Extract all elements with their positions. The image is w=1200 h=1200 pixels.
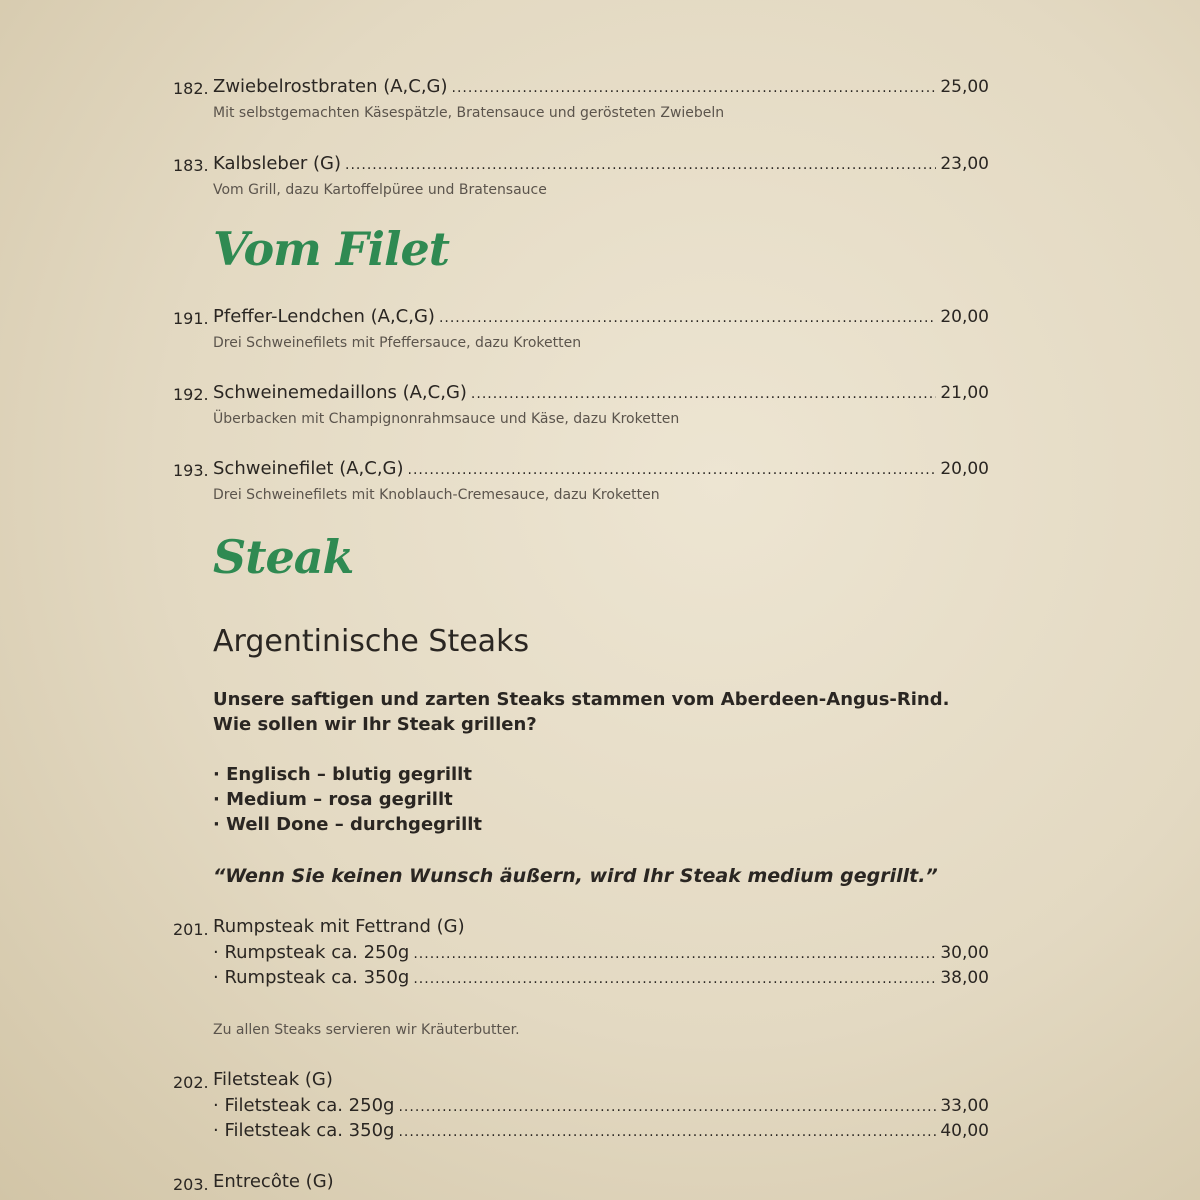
variant-price: 30,00: [940, 943, 989, 963]
item-number: 182.: [173, 79, 209, 98]
variant-price: 33,00: [940, 1096, 989, 1116]
dot-leader: [439, 310, 936, 326]
menu-item-line: [213, 458, 989, 484]
intro-line-2: Wie sollen wir Ihr Steak grillen?: [213, 714, 537, 735]
subheading-argentinische-steaks: Argentinische Steaks: [213, 624, 530, 659]
item-number: 192.: [173, 385, 209, 404]
item-name: Zwiebelrostbraten (A,C,G): [213, 76, 448, 97]
item-name: Schweinefilet (A,C,G): [213, 458, 404, 479]
dot-leader: [398, 1124, 936, 1140]
item-name: Entrecôte (G): [213, 1171, 334, 1192]
item-number: 201.: [173, 920, 209, 939]
dot-leader: [471, 386, 936, 402]
item-price: 21,00: [940, 383, 989, 403]
menu-item-line: [213, 967, 989, 993]
variant-price: 38,00: [940, 968, 989, 988]
item-price: 20,00: [940, 307, 989, 327]
menu-item-line: [213, 1120, 989, 1146]
item-number: 203.: [173, 1175, 209, 1194]
doneness-option: · Englisch – blutig gegrillt: [213, 764, 472, 785]
variant-label: · Rumpsteak ca. 250g: [213, 942, 410, 963]
menu-item-line: [213, 942, 989, 968]
dot-leader: [345, 157, 936, 173]
doneness-option: · Medium – rosa gegrillt: [213, 789, 453, 810]
item-price: 25,00: [940, 77, 989, 97]
doneness-quote: “Wenn Sie keinen Wunsch äußern, wird Ihr Steak medium gegrillt.”: [213, 865, 938, 887]
item-number: 193.: [173, 461, 209, 480]
variant-price: 40,00: [940, 1121, 989, 1141]
item-number: 191.: [173, 309, 209, 328]
dot-leader: [413, 971, 936, 987]
item-name: Rumpsteak mit Fettrand (G): [213, 916, 465, 937]
variant-label: · Rumpsteak ca. 350g: [213, 967, 410, 988]
section-heading-steak: Steak: [213, 530, 354, 584]
section-heading-filet: Vom Filet: [213, 222, 449, 276]
dot-leader: [408, 462, 937, 478]
menu-item-line: [213, 306, 989, 332]
dot-leader: [413, 946, 936, 962]
item-name: Pfeffer-Lendchen (A,C,G): [213, 306, 435, 327]
item-name: Filetsteak (G): [213, 1069, 333, 1090]
variant-label: · Filetsteak ca. 250g: [213, 1095, 395, 1116]
steak-note: Zu allen Steaks servieren wir Kräuterbutter.: [213, 1022, 520, 1038]
dot-leader: [452, 80, 937, 96]
item-name: Schweinemedaillons (A,C,G): [213, 382, 467, 403]
menu-item-line: [213, 153, 989, 179]
menu-item-line: [213, 382, 989, 408]
item-price: 20,00: [940, 459, 989, 479]
dot-leader: [398, 1099, 936, 1115]
doneness-option: · Well Done – durchgegrillt: [213, 814, 483, 835]
item-description: Mit selbstgemachten Käsespätzle, Bratensauce und gerösteten Zwiebeln: [213, 105, 725, 121]
item-description: Überbacken mit Champignonrahmsauce und Käse, dazu Kroketten: [213, 411, 680, 427]
item-price: 23,00: [940, 154, 989, 174]
item-name: Kalbsleber (G): [213, 153, 342, 174]
variant-label: · Filetsteak ca. 350g: [213, 1120, 395, 1141]
item-number: 183.: [173, 156, 209, 175]
menu-item-line: [213, 76, 989, 102]
menu-item-line: [213, 1095, 989, 1121]
item-number: 202.: [173, 1073, 209, 1092]
intro-line-1: Unsere saftigen und zarten Steaks stammen vom Aberdeen-Angus-Rind.: [213, 689, 950, 710]
item-description: Drei Schweinefilets mit Knoblauch-Cremesauce, dazu Kroketten: [213, 487, 660, 503]
item-description: Drei Schweinefilets mit Pfeffersauce, dazu Kroketten: [213, 335, 582, 351]
item-description: Vom Grill, dazu Kartoffelpüree und Bratensauce: [213, 182, 547, 198]
